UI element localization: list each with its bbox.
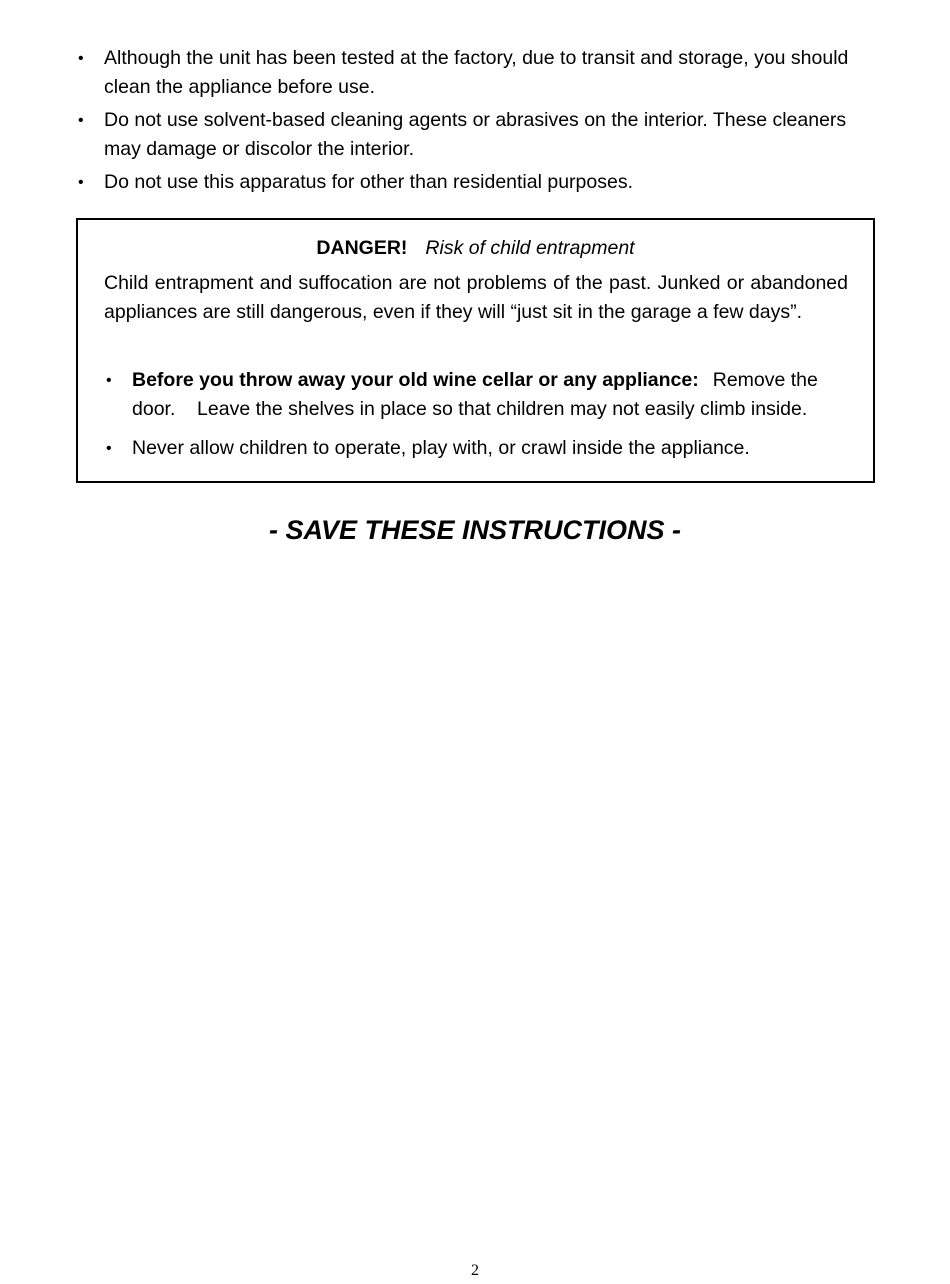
danger-heading <box>78 234 873 262</box>
list-item <box>104 366 848 424</box>
bullet-icon: • <box>106 440 112 457</box>
safety-bullet-list <box>76 44 876 201</box>
bullet-lead-text: Before you throw away your old wine cellar or any appliance: <box>132 369 699 391</box>
bullet-icon: • <box>78 174 84 191</box>
danger-bullet-list <box>104 366 848 473</box>
list-item <box>76 44 876 102</box>
bullet-text: Remove the door. Leave the shelves in place so that children may not easily climb inside. <box>132 369 824 420</box>
danger-paragraph: Child entrapment and suffocation are not problems of the past. Junked or abandoned appliances are still dangerous, even if they will “just sit in the garage a few days”. <box>104 272 848 323</box>
danger-warning-box <box>76 218 875 483</box>
bullet-icon: • <box>106 372 112 389</box>
list-item <box>104 434 848 463</box>
bullet-text: Do not use solvent-based cleaning agents or abrasives on the interior. These cleaners may damage or discolor the interior. <box>104 109 847 160</box>
bullet-icon: • <box>78 50 84 67</box>
bullet-text: Do not use this apparatus for other than residential purposes. <box>104 171 633 193</box>
list-item <box>76 106 876 164</box>
page-number: 2 <box>471 1262 479 1279</box>
list-item <box>76 168 876 197</box>
danger-subheading: Risk of child entrapment <box>425 237 635 259</box>
save-instructions-title: - SAVE THESE INSTRUCTIONS - <box>268 515 682 545</box>
danger-label: DANGER! <box>316 237 408 259</box>
bullet-text: Never allow children to operate, play with, or crawl inside the appliance. <box>132 437 750 459</box>
bullet-text: Although the unit has been tested at the factory, due to transit and storage, you should clean the appliance before use. <box>104 47 849 98</box>
bullet-icon: • <box>78 112 84 129</box>
